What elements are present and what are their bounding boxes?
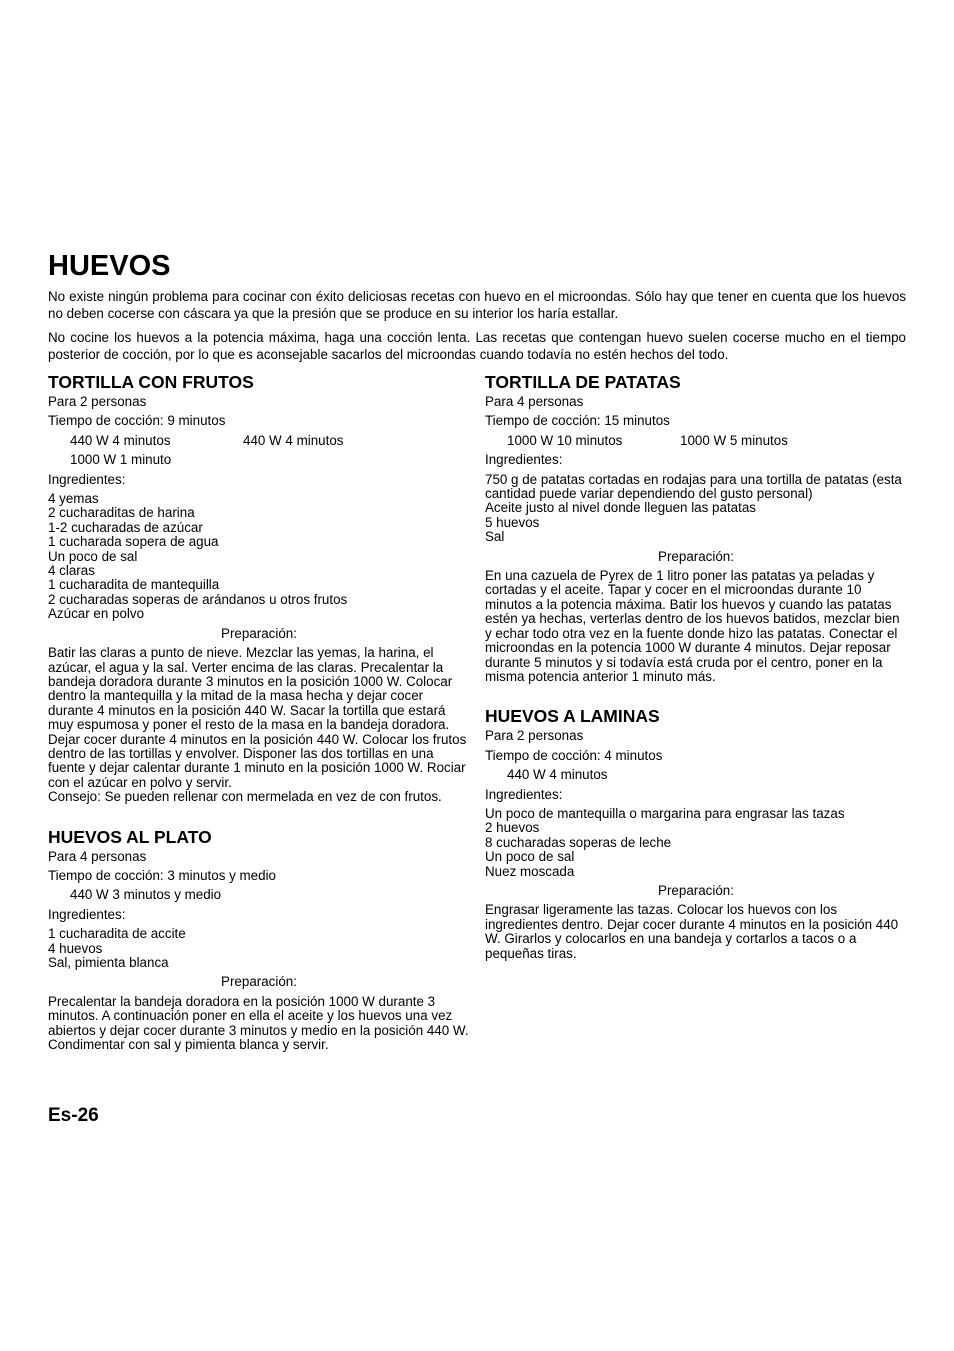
recipe-title: HUEVOS AL PLATO <box>48 826 212 847</box>
power-settings <box>485 434 907 448</box>
page-number: Es-26 <box>48 1105 99 1126</box>
power-settings <box>48 434 470 448</box>
recipe-time: Tiempo de cocción: 3 minutos y medio <box>48 867 276 883</box>
intro <box>48 289 906 371</box>
recipe-huevos-a-laminas <box>485 706 907 961</box>
ingredients-label: Ingredientes: <box>48 471 126 487</box>
preparation-text: En una cazuela de Pyrex de 1 litro poner las patatas ya peladas y cortadas y el aceite. Tapar y cocer en el microondas durante 10 minutos a la potencia máxima. Batir los huevos y cuando las patatas estén ya hechas, verterlas dentro de los huevos batidos, mezclar bien y echar todo otra vez en la fuente donde hizo las patatas. Conectar el microondas en la potencia 1000 W durante 4 minutos. Dejar reposar durante 5 minutos y si todavía está cruda por el centro, poner en la misma potencia anterior 1 minuto más. <box>485 568 900 684</box>
ingredients-list: 750 g de patatas cortadas en rodajas para una tortilla de patatas (esta cantidad puede variar dependiendo del gusto personal) Aceite justo al nivel donde lleguen las patatas 5 huevos Sal <box>485 471 902 545</box>
right-column <box>485 372 907 983</box>
recipe-time: Tiempo de cocción: 15 minutos <box>485 413 670 429</box>
ingredients-label: Ingredientes: <box>485 452 563 468</box>
ingredients-label: Ingredientes: <box>48 906 126 922</box>
left-column <box>48 372 470 1074</box>
recipe-servings: Para 4 personas <box>48 848 147 864</box>
power-step: 1000 W 5 minutos <box>680 432 788 448</box>
recipe-time: Tiempo de cocción: 9 minutos <box>48 413 226 429</box>
power-step: 440 W 3 minutos y medio <box>70 887 222 903</box>
preparation-label: Preparación: <box>658 548 734 564</box>
preparation-text: Batir las claras a punto de nieve. Mezclar las yemas, la harina, el azúcar, el agua y la sal. Verter encima de las claras. Precalentar la bandeja doradora durante 3 minutos en la posición 1000 W. Colocar dentro la mantequilla y la mitad de la masa hecha y dejar cocer durante 4 minutos en la posición 440 W. Sacar la tortilla que estará muy espumosa y poner el resto de la masa en la bandeja doradora. Dejar cocer durante 4 minutos en la posición 440 W. Colocar los frutos dentro de las tortillas y envolver. Disponer las dos tortillas en una fuente y dejar calentar durante 1 minuto en la posición 1000 W. Rociar con el azúcar en polvo y servir. Consejo: Se pueden rellenar con mermelada en vez de con frutos. <box>48 645 467 805</box>
recipe-time: Tiempo de cocción: 4 minutos <box>485 747 663 763</box>
preparation-label: Preparación: <box>221 625 297 641</box>
intro-paragraph: No cocine los huevos a la potencia máxima, haga una cocción lenta. Las recetas que contengan huevo suelen cocerse mucho en el tiempo posterior de cocción, por lo que es aconsejable sacarlos del microondas cuando todavía no estén hechos del todo. <box>48 330 906 362</box>
recipe-huevos-al-plato <box>48 827 470 1053</box>
preparation-label: Preparación: <box>221 974 297 990</box>
recipe-title: TORTILLA CON FRUTOS <box>48 372 254 392</box>
page-title: HUEVOS <box>48 250 171 282</box>
recipe-servings: Para 2 personas <box>48 394 147 409</box>
recipe-tortilla-de-patatas <box>485 372 907 684</box>
recipe-servings: Para 2 personas <box>485 728 584 744</box>
recipe-title: TORTILLA DE PATATAS <box>485 372 681 392</box>
ingredients-list: 4 yemas 2 cucharaditas de harina 1-2 cucharadas de azúcar 1 cucharada sopera de agua Un poco de sal 4 claras 1 cucharadita de mantequilla 2 cucharadas soperas de arándanos u otros frutos Azúcar en polvo <box>48 491 348 622</box>
power-step: 440 W 4 minutos <box>507 767 608 783</box>
ingredients-list: Un poco de mantequilla o margarina para engrasar las tazas 2 huevos 8 cucharadas soperas de leche Un poco de sal Nuez moscada <box>485 805 845 879</box>
power-step: 1000 W 10 minutos <box>507 432 623 448</box>
power-step: 1000 W 1 minuto <box>70 452 172 468</box>
recipe-title: HUEVOS A LAMINAS <box>485 706 660 727</box>
ingredients-label: Ingredientes: <box>485 786 563 802</box>
power-step: 440 W 4 minutos <box>70 432 171 448</box>
preparation-text: Precalentar la bandeja doradora en la posición 1000 W durante 3 minutos. A continuación poner en ella el aceite y los huevos una vez abiertos y dejar cocer durante 3 minutos y medio en la posición 440 W. Condimentar con sal y pimienta blanca y servir. <box>48 993 469 1053</box>
power-step: 440 W 4 minutos <box>243 432 344 448</box>
preparation-text: Engrasar ligeramente las tazas. Colocar los huevos con los ingredientes dentro. Dejar cocer durante 4 minutos en la posición 440 W. Girarlos y colocarlos en una bandeja y cortarlos a tacos o a pequeñas tiras. <box>485 902 899 961</box>
intro-paragraph: No existe ningún problema para cocinar con éxito deliciosas recetas con huevo en el microondas. Sólo hay que tener en cuenta que los huevos no deben cocerse con cáscara ya que la presión que se produce en su interior los haría estallar. <box>48 289 906 321</box>
recipe-servings: Para 4 personas <box>485 394 584 409</box>
ingredients-list: 1 cucharadita de accite 4 huevos Sal, pimienta blanca <box>48 926 186 970</box>
preparation-label: Preparación: <box>658 882 734 898</box>
recipe-tortilla-con-frutos <box>48 372 470 805</box>
